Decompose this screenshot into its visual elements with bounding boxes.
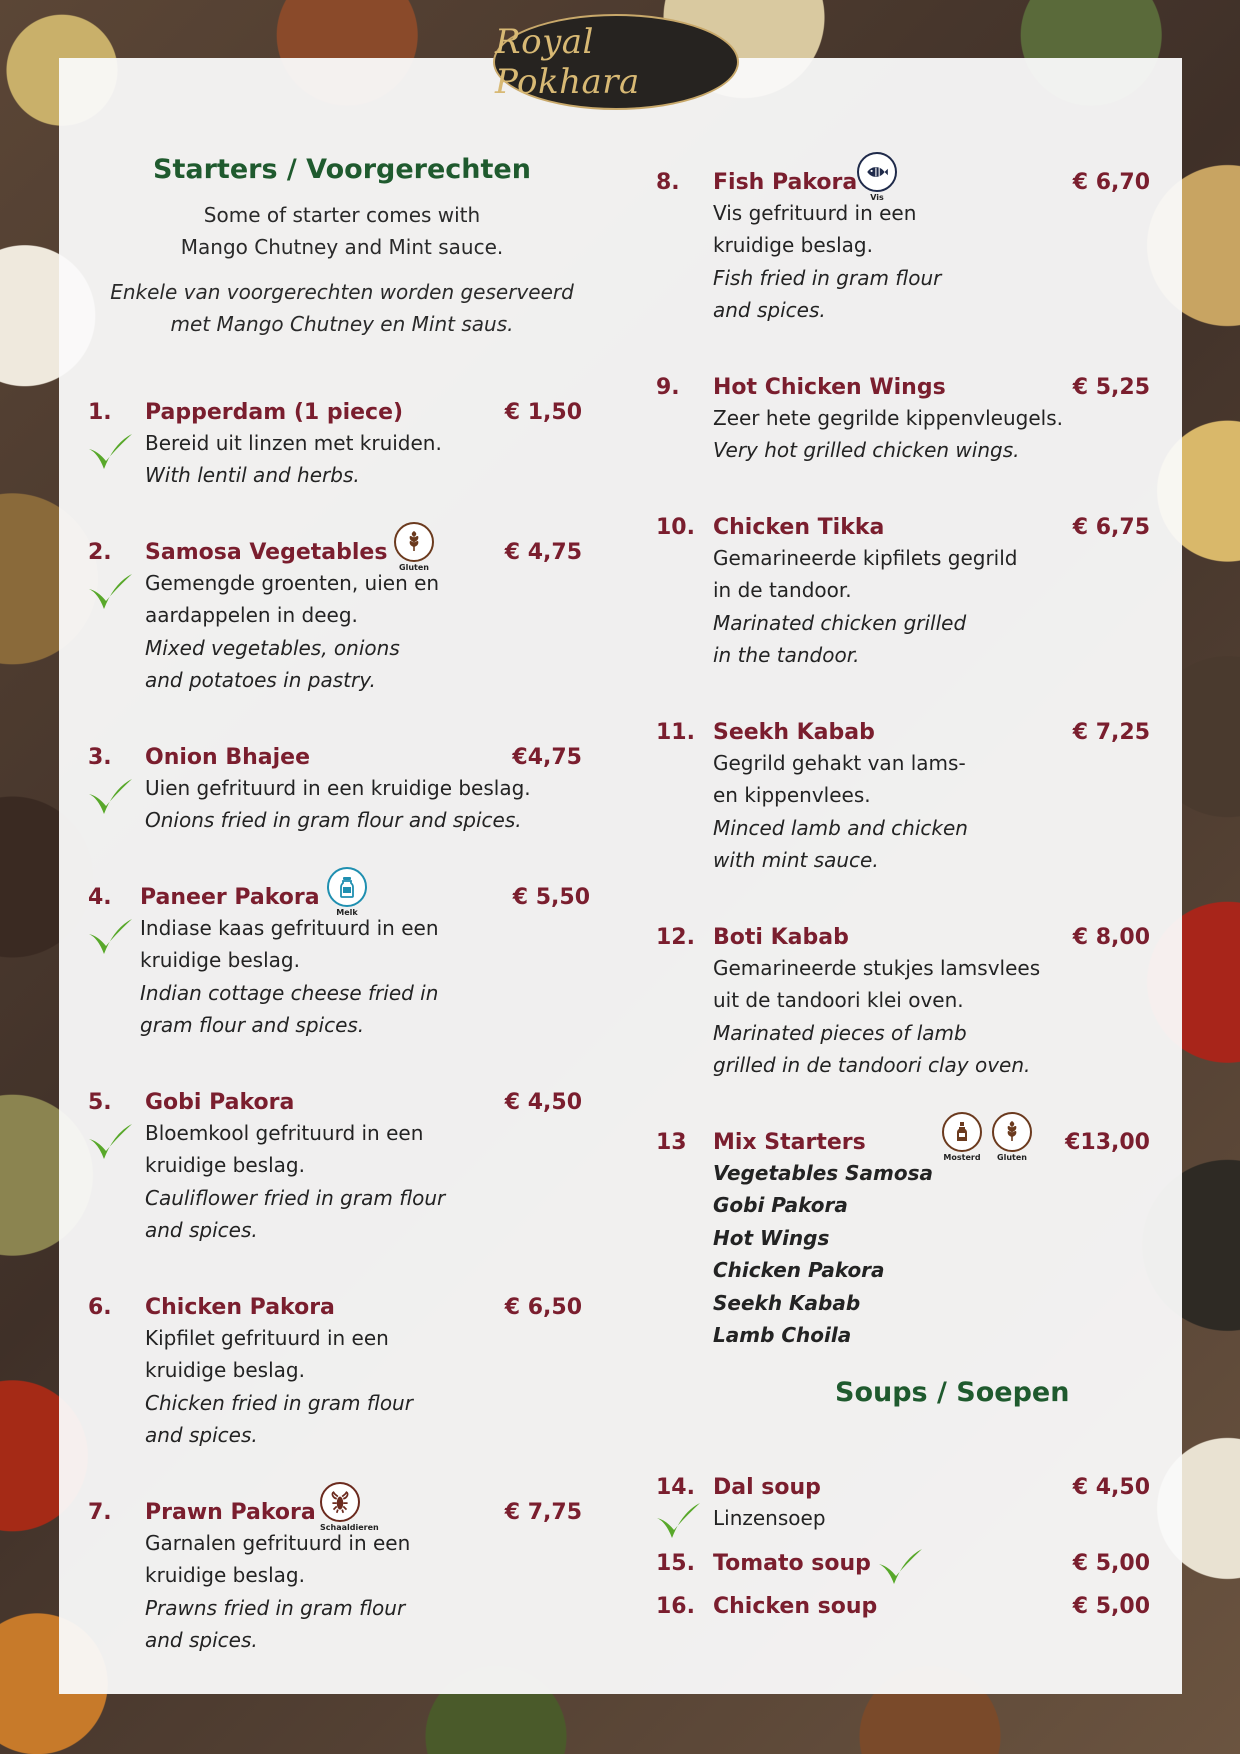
item-price: €4,75 [512, 745, 582, 770]
description-english: Marinated chicken grilled [713, 610, 967, 635]
description-dutch: Gemarineerde stukjes lamsvlees [713, 956, 1041, 980]
item-number: 6. [88, 1295, 112, 1320]
soup-price: € 4,50 [1072, 1475, 1150, 1500]
gluten-allergen-icon [992, 1112, 1032, 1162]
item-number: 7. [88, 1500, 112, 1525]
description-dutch: kruidige beslag. [140, 948, 300, 973]
allergen-label: Schaaldieren [320, 1523, 379, 1532]
item-description [713, 1157, 933, 1351]
description-dutch: aardappelen in deeg. [145, 603, 358, 628]
item-number: 5. [88, 1090, 112, 1115]
item-price: € 4,75 [504, 540, 582, 565]
description-english: Mixed vegetables, onions [145, 635, 400, 660]
item-description [140, 912, 439, 1042]
soup-price: € 5,00 [1072, 1594, 1150, 1619]
mix-content-item: Vegetables Samosa [713, 1161, 934, 1185]
description-english: with mint sauce. [713, 848, 879, 873]
item-description [145, 772, 531, 837]
soup-price: € 5,00 [1072, 1551, 1150, 1576]
item-price: € 4,50 [504, 1090, 582, 1115]
allergen-label: Melk [336, 908, 358, 917]
description-dutch: Garnalen gefrituurd in een [145, 1531, 411, 1555]
item-price: € 5,50 [512, 885, 590, 910]
mosterd-allergen-icon [942, 1112, 982, 1162]
description-english: Onions fried in gram flour and spices. [145, 808, 522, 833]
description-english: Prawns fried in gram flour [145, 1595, 406, 1620]
description-english: Minced lamb and chicken [713, 815, 968, 840]
description-dutch: en kippenvlees. [713, 783, 871, 808]
item-name: Papperdam (1 piece) [145, 400, 404, 425]
description-english: gram flour and spices. [140, 1013, 365, 1038]
item-price: € 6,75 [1072, 515, 1150, 540]
item-number: 12. [656, 925, 695, 950]
mix-content-item: Chicken Pakora [713, 1258, 885, 1283]
schaaldieren-allergen-icon [320, 1482, 379, 1532]
description-english: Indian cottage cheese fried in [140, 980, 439, 1005]
item-name: Prawn Pakora [145, 1500, 316, 1525]
item-description [713, 402, 1063, 467]
description-dutch: Zeer hete gegrilde kippenvleugels. [713, 406, 1063, 430]
item-description [145, 1322, 413, 1452]
description-dutch: Bereid uit linzen met kruiden. [145, 431, 442, 455]
item-price: € 7,75 [504, 1500, 582, 1525]
item-description [713, 197, 941, 327]
vegetarian-check-icon [86, 776, 134, 818]
item-number: 13 [656, 1130, 687, 1155]
description-english: Cauliflower fried in gram flour [145, 1185, 446, 1210]
vis-badge-ring [857, 152, 897, 192]
soups-heading: Soups / Soepen [835, 1377, 1070, 1408]
vegetarian-check-icon [86, 916, 134, 958]
gluten-allergen-icon [394, 522, 434, 572]
item-number: 3. [88, 745, 112, 770]
mosterd-badge-ring [942, 1112, 982, 1152]
mix-content-item: Gobi Pakora [713, 1193, 848, 1218]
item-number: 9. [656, 375, 680, 400]
starters-intro [92, 154, 592, 340]
vegetarian-check-icon [86, 431, 134, 473]
description-dutch: Gegrild gehakt van lams- [713, 751, 966, 775]
item-number: 4. [88, 885, 112, 910]
item-price: € 1,50 [504, 400, 582, 425]
description-english: and spices. [145, 1218, 258, 1243]
description-dutch: Uien gefrituurd in een kruidige beslag. [145, 776, 531, 800]
soup-number: 16. [656, 1594, 695, 1619]
item-price: € 5,25 [1072, 375, 1150, 400]
description-dutch: uit de tandoori klei oven. [713, 988, 964, 1013]
item-name: Chicken Tikka [713, 515, 885, 540]
item-description [145, 567, 439, 697]
description-english: Fish fried in gram flour [713, 265, 942, 290]
item-name: Samosa Vegetables [145, 540, 388, 565]
description-english: With lentil and herbs. [145, 463, 360, 488]
mix-content-item: Seekh Kabab [713, 1290, 861, 1315]
soup-name: Tomato soup [713, 1551, 871, 1576]
item-price: € 7,25 [1072, 720, 1150, 745]
item-name: Onion Bhajee [145, 745, 310, 770]
starters-heading: Starters / Voorgerechten [153, 154, 531, 185]
description-english: and spices. [145, 1628, 258, 1653]
item-number: 8. [656, 170, 680, 195]
vegetarian-check-icon [86, 571, 134, 613]
intro-dutch [92, 276, 592, 340]
mix-content-item: Hot Wings [713, 1225, 830, 1250]
description-dutch: Gemarineerde kipfilets gegrild [713, 546, 1018, 570]
item-name: Fish Pakora [713, 170, 858, 195]
description-english: and potatoes in pastry. [145, 668, 376, 693]
item-number: 1. [88, 400, 112, 425]
item-price: € 8,00 [1072, 925, 1150, 950]
description-dutch: kruidige beslag. [145, 1153, 305, 1178]
melk-allergen-icon [327, 867, 367, 917]
item-name: Mix Starters [713, 1130, 866, 1155]
description-english: in the tandoor. [713, 643, 860, 668]
description-english: Chicken fried in gram flour [145, 1390, 413, 1415]
description-english: Very hot grilled chicken wings. [713, 438, 1020, 463]
item-name: Boti Kabab [713, 925, 849, 950]
intro-en-line: Mango Chutney and Mint sauce. [180, 235, 504, 259]
item-name: Gobi Pakora [145, 1090, 295, 1115]
description-english: grilled in de tandoori clay oven. [713, 1053, 1031, 1078]
gluten-badge-ring [394, 522, 434, 562]
description-english: Marinated pieces of lamb [713, 1020, 967, 1045]
intro-nl-line: met Mango Chutney en Mint saus. [170, 312, 514, 336]
item-description [713, 747, 968, 877]
soup-description-dutch: Linzensoep [713, 1506, 826, 1530]
soup-name: Dal soup [713, 1475, 821, 1500]
soup-number: 14. [656, 1475, 695, 1500]
melk-badge-ring [327, 867, 367, 907]
vegetarian-check-icon [876, 1546, 924, 1588]
description-dutch: Kipfilet gefrituurd in een [145, 1326, 389, 1350]
description-english: and spices. [713, 298, 826, 323]
vis-allergen-icon [857, 152, 897, 202]
item-name: Chicken Pakora [145, 1295, 335, 1320]
description-dutch: in de tandoor. [713, 578, 852, 603]
logo-text: Royal Pokhara [495, 22, 640, 102]
item-name: Hot Chicken Wings [713, 375, 946, 400]
description-dutch: Vis gefrituurd in een [713, 201, 917, 225]
allergen-label: Mosterd [943, 1153, 981, 1162]
soup-name: Chicken soup [713, 1594, 878, 1619]
item-number: 11. [656, 720, 695, 745]
item-number: 10. [656, 515, 695, 540]
allergen-label: Gluten [997, 1153, 1027, 1162]
description-dutch: Gemengde groenten, uien en [145, 571, 440, 595]
gluten-badge-ring [992, 1112, 1032, 1152]
soup-number: 15. [656, 1551, 695, 1576]
mix-content-item: Lamb Choila [713, 1323, 852, 1348]
intro-english [92, 199, 592, 263]
item-name: Paneer Pakora [140, 885, 320, 910]
intro-en-line: Some of starter comes with [203, 203, 481, 227]
item-number: 2. [88, 540, 112, 565]
item-name: Seekh Kabab [713, 720, 875, 745]
allergen-label: Gluten [399, 563, 429, 572]
vegetarian-check-icon [86, 1121, 134, 1163]
item-description [145, 1117, 445, 1247]
restaurant-logo [493, 14, 739, 110]
description-dutch: kruidige beslag. [145, 1563, 305, 1588]
item-description [145, 427, 442, 492]
item-description [713, 542, 1017, 672]
item-price: €13,00 [1065, 1130, 1150, 1155]
description-dutch: kruidige beslag. [713, 233, 873, 258]
item-description [713, 952, 1040, 1082]
item-price: € 6,70 [1072, 170, 1150, 195]
item-price: € 6,50 [504, 1295, 582, 1320]
description-dutch: Bloemkool gefrituurd in een [145, 1121, 424, 1145]
intro-nl-line: Enkele van voorgerechten worden geserveerd [110, 280, 574, 304]
allergen-label: Vis [870, 193, 884, 202]
schaaldieren-badge-ring [320, 1482, 360, 1522]
description-dutch: kruidige beslag. [145, 1358, 305, 1383]
description-dutch: Indiase kaas gefrituurd in een [140, 916, 439, 940]
vegetarian-check-icon [654, 1500, 702, 1542]
description-english: and spices. [145, 1423, 258, 1448]
item-description [145, 1527, 410, 1657]
